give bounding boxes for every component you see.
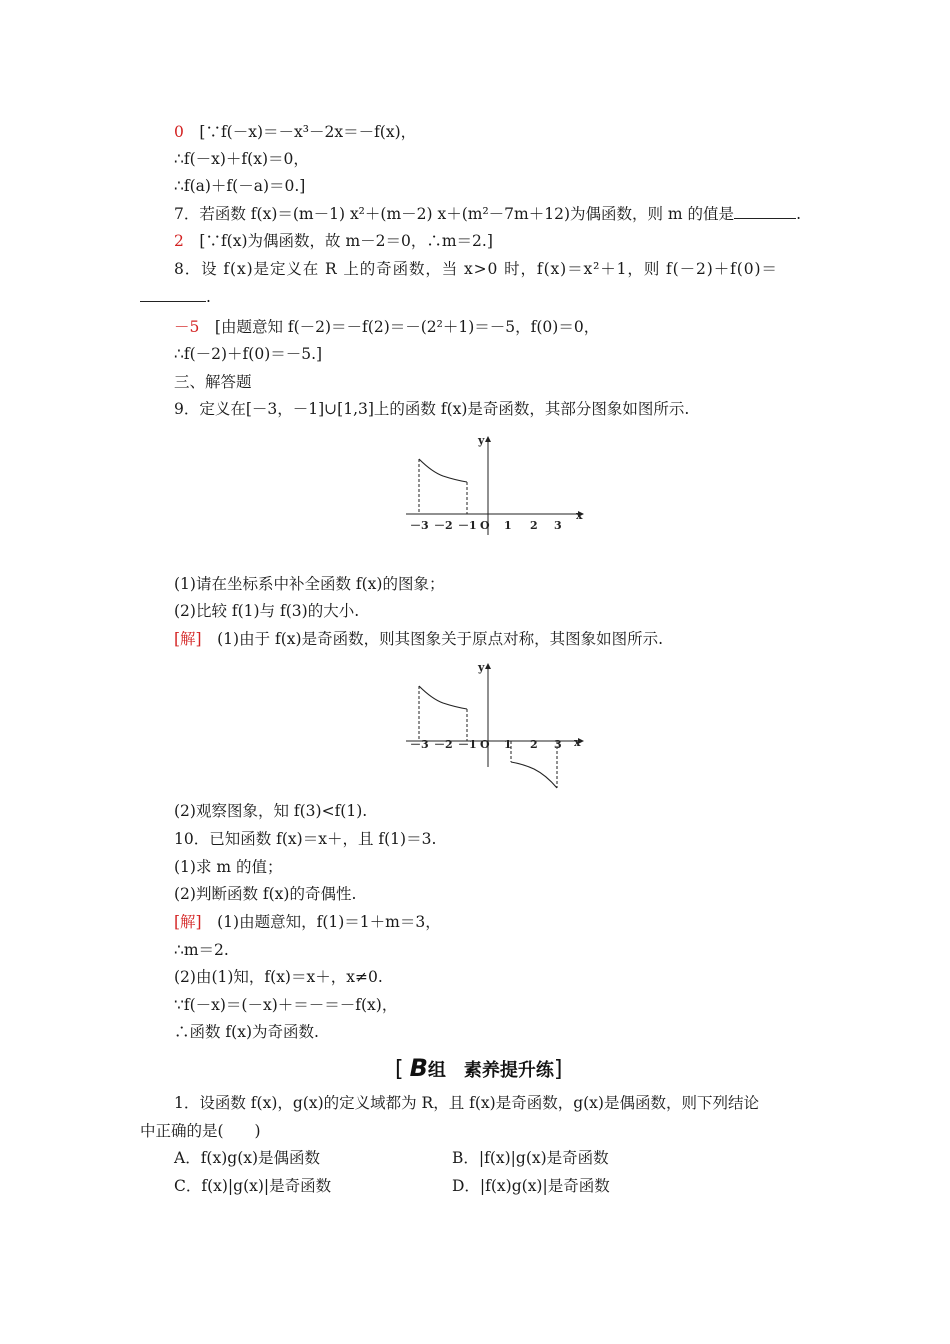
tick-label: 1 <box>504 738 512 751</box>
group-letter: B <box>409 1054 428 1082</box>
answer-value: 0 <box>174 123 184 141</box>
tick-label: －1 <box>458 519 477 532</box>
section-header-b <box>395 1054 562 1085</box>
curve-left <box>419 686 467 709</box>
section-title-3: 三、解答题 <box>174 373 252 391</box>
question-8-end: . <box>206 288 211 306</box>
origin-label: O <box>480 738 490 751</box>
group-label: 组 <box>427 1060 446 1081</box>
tick-label: －1 <box>458 738 477 751</box>
y-axis-arrow-icon <box>485 436 491 442</box>
section-title: 素养提升练 <box>463 1060 554 1081</box>
tick-label: 3 <box>554 519 562 532</box>
tick-label: 3 <box>554 738 562 751</box>
x-axis-label: x <box>574 736 581 749</box>
solution-text: (1)由于 f(x)是奇函数，则其图象关于原点对称，其图象如图所示. <box>217 630 664 648</box>
question-10: 10．已知函数 f(x)＝x＋，且 f(1)＝3. <box>174 830 437 848</box>
answer-blank <box>140 286 206 302</box>
question-7 <box>174 203 801 225</box>
origin-label: O <box>480 519 490 532</box>
solution-10-line-5: ∴函数 f(x)为奇函数. <box>174 1023 319 1041</box>
answer-value: 2 <box>174 232 184 250</box>
solution-text: (1)由题意知，f(1)＝1＋m＝3， <box>217 913 441 931</box>
answer-line-6c: ∴f(a)＋f(－a)＝0.] <box>174 177 306 195</box>
question-9: 9．定义在[－3，－1]∪[1,3]上的函数 f(x)是奇函数，其部分图象如图所示. <box>174 400 690 418</box>
option-b: B．|f(x)|g(x)是奇函数 <box>452 1149 609 1167</box>
bracket-close: ] <box>553 1057 563 1082</box>
answer-8-line2: ∴f(－2)＋f(0)＝－5.] <box>174 345 323 363</box>
tick-label: －3 <box>410 738 429 751</box>
tick-label: 2 <box>530 519 538 532</box>
tick-label: －2 <box>434 738 453 751</box>
option-c: C．f(x)|g(x)|是奇函数 <box>174 1177 332 1195</box>
curve-left <box>419 459 467 482</box>
answer-7 <box>174 230 493 252</box>
question-9-part-1: (1)请在坐标系中补全函数 f(x)的图象； <box>174 575 445 593</box>
solution-10-line-4: ∵f(－x)＝(－x)＋＝－＝－f(x)， <box>174 996 398 1014</box>
answer-line-6b: ∴f(－x)＋f(x)＝0， <box>174 150 309 168</box>
question-8: 8．设 f(x)是定义在 R 上的奇函数，当 x>0 时，f(x)＝x²＋1，则 f(－2)＋f(0)＝ <box>174 260 778 278</box>
question-9-part-2: (2)比较 f(1)与 f(3)的大小. <box>174 602 360 620</box>
answer-explanation: [由题意知 f(－2)＝－f(2)＝－(2²＋1)＝－5，f(0)＝0， <box>214 318 600 336</box>
tick-label: 1 <box>504 519 512 532</box>
question-10-part-1: (1)求 m 的值； <box>174 858 283 876</box>
answer-explanation: [∵f(－x)＝－x³－2x＝－f(x)， <box>199 123 417 141</box>
option-d: D．|f(x)g(x)|是奇函数 <box>452 1177 610 1195</box>
tick-label: 2 <box>530 738 538 751</box>
solution-10-line-3: (2)由(1)知，f(x)＝x＋，x≠0. <box>174 968 383 986</box>
solution-9-part-2: (2)观察图象，知 f(3)<f(1). <box>174 802 368 820</box>
solution-10-part-1 <box>174 911 441 933</box>
option-a: A．f(x)g(x)是偶函数 <box>174 1149 321 1167</box>
answer-value: －5 <box>174 318 200 336</box>
y-axis-arrow-icon <box>485 663 491 669</box>
bracket-open: [ <box>395 1057 404 1082</box>
question-b1-line1: 1．设函数 f(x)，g(x)的定义域都为 R，且 f(x)是奇函数，g(x)是偶函数，则下列结论 <box>174 1094 759 1112</box>
solution-10-line-2: ∴m＝2. <box>174 941 229 959</box>
answer-explanation: [∵f(x)为偶函数，故 m－2＝0，∴m＝2.] <box>199 232 493 250</box>
question-7-text: 7．若函数 f(x)＝(m－1) x²＋(m－2) x＋(m²－7m＋12)为偶函数，则 m 的值是 <box>174 205 735 223</box>
question-10-part-2: (2)判断函数 f(x)的奇偶性. <box>174 885 357 903</box>
answer-line-6a <box>174 121 416 143</box>
graph-partial <box>400 430 590 542</box>
solution-tag: [解] <box>174 913 202 931</box>
graph-complete <box>400 655 590 795</box>
y-axis-label: y <box>478 434 485 447</box>
solution-tag: [解] <box>174 630 202 648</box>
question-b1-line2: 中正确的是( ) <box>140 1122 261 1140</box>
answer-blank <box>734 203 796 219</box>
question-7-end: . <box>796 205 801 223</box>
tick-label: －2 <box>434 519 453 532</box>
x-axis-label: x <box>576 509 583 522</box>
y-axis-label: y <box>478 661 485 674</box>
tick-label: －3 <box>410 519 429 532</box>
curve-right <box>511 762 557 788</box>
answer-8 <box>174 316 599 338</box>
solution-9-part-1 <box>174 628 663 650</box>
question-8-blank-line <box>140 286 211 308</box>
